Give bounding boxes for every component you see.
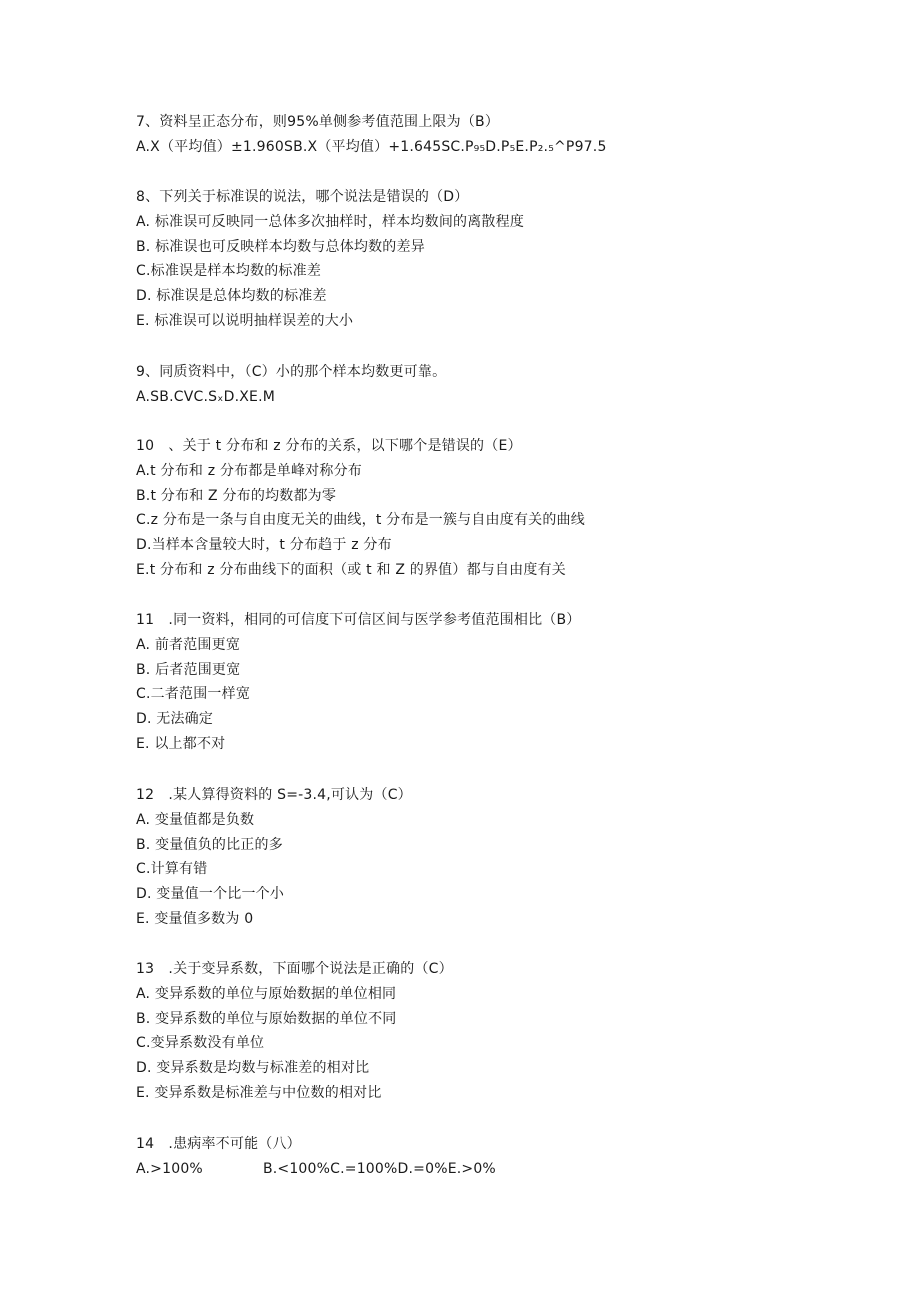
option-a: A.>100% [136,1160,203,1177]
question-options: A.X（平均值）±1.960SB.X（平均值）+1.645SC.P₉₅D.P₅E.P₂.₅^P97.5 [136,138,607,155]
option-d: D. 标准误是总体均数的标准差 [136,288,327,305]
option-d: D. 无法确定 [136,711,214,728]
question-stem: 14 .患病率不可能（八） [136,1136,301,1152]
question-options [136,1157,836,1182]
option-d: D.当样本含量较大时，t 分布趋于 z 分布 [136,537,392,554]
option-b: B. 标准误也可反映样本均数与总体均数的差异 [136,238,425,255]
option-b: B. 变量值负的比正的多 [136,836,283,853]
question-8 [136,185,836,334]
option-a: A. 前者范围更宽 [136,636,241,653]
option-e: E. 变量值多数为 0 [136,910,254,927]
question-13 [136,957,836,1106]
option-a: A. 变量值都是负数 [136,811,255,828]
option-e: E. 变异系数是标准差与中位数的相对比 [136,1084,382,1101]
question-stem: 10 、关于 t 分布和 z 分布的关系，以下哪个是错误的（E） [136,438,522,454]
option-a: A. 标准误可反映同一总体多次抽样时，样本均数间的离散程度 [136,213,525,230]
question-10 [136,434,836,583]
question-7 [136,110,836,160]
question-stem: 12 .某人算得资料的 S=-3.4,可认为（C） [136,787,412,803]
question-options: A.SB.CVC.SₓD.XE.M [136,388,275,405]
option-b: B. 后者范围更宽 [136,661,241,678]
option-b: B. 变异系数的单位与原始数据的单位不同 [136,1010,397,1027]
option-b: B.t 分布和 Z 分布的均数都为零 [136,487,337,504]
option-c: C.变异系数没有单位 [136,1035,265,1052]
question-12 [136,783,836,932]
option-c: C.计算有错 [136,861,208,878]
question-9 [136,360,836,410]
option-a: A. 变异系数的单位与原始数据的单位相同 [136,985,397,1002]
option-a: A.t 分布和 z 分布都是单峰对称分布 [136,462,362,479]
question-14 [136,1132,836,1182]
option-c: C.z 分布是一条与自由度无关的曲线，t 分布是一簇与自由度有关的曲线 [136,512,585,529]
question-11 [136,608,836,757]
option-d: D. 变异系数是均数与标准差的相对比 [136,1060,370,1077]
question-stem: 9、同质资料中，（C）小的那个样本均数更可靠。 [136,364,447,380]
option-e: E. 以上都不对 [136,735,226,752]
option-e: E.t 分布和 z 分布曲线下的面积（或 t 和 Z 的界值）都与自由度有关 [136,561,566,578]
question-stem: 7、资料呈正态分布，则95%单侧参考值范围上限为（B） [136,114,500,130]
options-rest: B.<100%C.=100%D.=0%E.>0% [262,1160,496,1177]
option-c: C.标准误是样本均数的标准差 [136,263,322,280]
question-stem: 13 .关于变异系数，下面哪个说法是正确的（C） [136,961,453,977]
question-stem: 8、下列关于标准误的说法，哪个说法是错误的（D） [136,189,469,205]
option-e: E. 标准误可以说明抽样误差的大小 [136,312,354,329]
option-d: D. 变量值一个比一个小 [136,886,285,903]
option-c: C.二者范围一样宽 [136,686,251,703]
question-stem: 11 .同一资料，相同的可信度下可信区间与医学参考值范围相比（B） [136,612,581,628]
